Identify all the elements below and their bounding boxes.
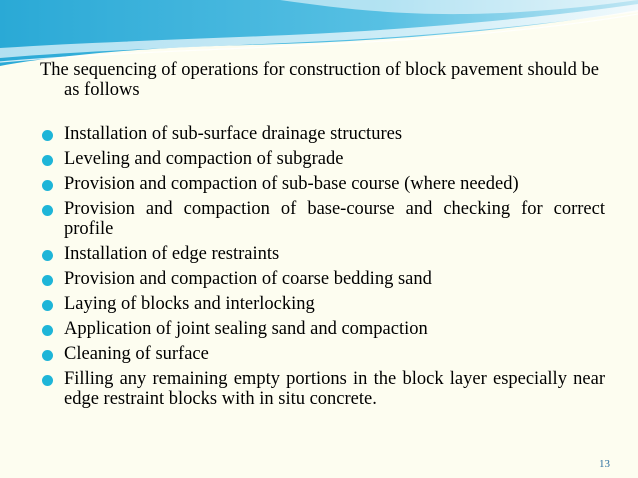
list-item (40, 199, 605, 239)
list-item-text: Installation of edge restraints (64, 244, 280, 264)
list-item-text: Filling any remaining empty portions in the block layer especially near edge restraint blocks with in situ concrete. (64, 369, 605, 409)
bullet-icon (42, 155, 53, 166)
slide-content (40, 60, 605, 414)
bullet-icon (42, 130, 53, 141)
list-item (40, 269, 605, 289)
list-item (40, 319, 605, 339)
intro-paragraph: The sequencing of operations for construction of block pavement should be as follows (40, 60, 599, 100)
list-item-text: Application of joint sealing sand and compaction (64, 319, 428, 339)
list-item-text: Cleaning of surface (64, 344, 209, 364)
list-item (40, 244, 605, 264)
list-item-text: Installation of sub-surface drainage structures (64, 124, 403, 144)
bullet-list (40, 124, 605, 409)
bullet-icon (42, 275, 53, 286)
list-item (40, 344, 605, 364)
list-item (40, 174, 605, 194)
bullet-icon (42, 205, 53, 216)
list-item-text: Laying of blocks and interlocking (64, 294, 315, 314)
bullet-icon (42, 375, 53, 386)
bullet-icon (42, 300, 53, 311)
bullet-icon (42, 180, 53, 191)
page-number: 13 (599, 458, 610, 470)
list-item (40, 294, 605, 314)
bullet-icon (42, 325, 53, 336)
bullet-icon (42, 250, 53, 261)
list-item (40, 149, 605, 169)
list-item (40, 124, 605, 144)
list-item-text: Provision and compaction of base-course and checking for correct profile (64, 199, 605, 239)
list-item (40, 369, 605, 409)
list-item-text: Leveling and compaction of subgrade (64, 149, 344, 169)
list-item-text: Provision and compaction of sub-base course (where needed) (64, 174, 519, 194)
list-item-text: Provision and compaction of coarse bedding sand (64, 269, 432, 289)
bullet-icon (42, 350, 53, 361)
